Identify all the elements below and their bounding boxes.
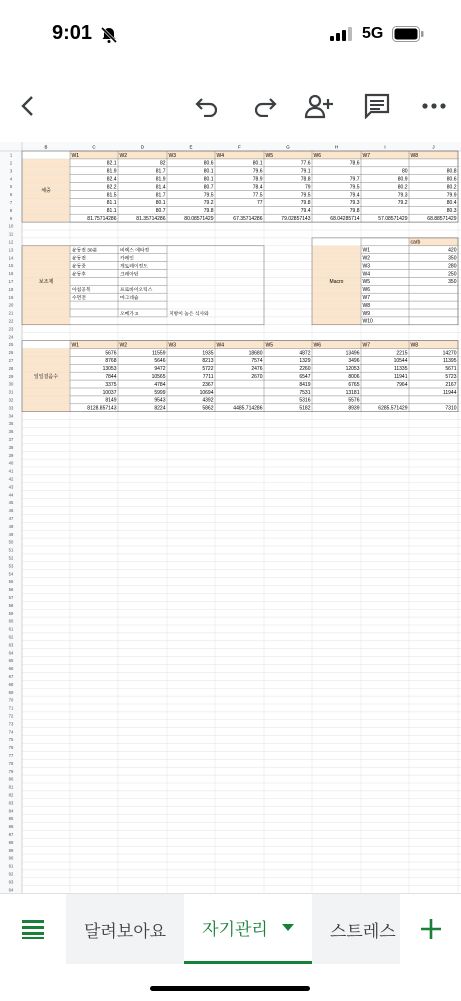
weight-cell: 82.1 — [106, 160, 117, 167]
steps-cell: 13053 — [102, 366, 117, 373]
steps-cell: 5182 — [299, 405, 311, 412]
row-number: 50 — [8, 539, 14, 545]
steps-cell: 7844 — [105, 374, 117, 380]
row-number: 44 — [8, 492, 14, 498]
weight-cell: 80.1 — [252, 160, 263, 167]
weight-cell: 79.3 — [349, 200, 360, 207]
caret-down-icon[interactable] — [282, 924, 294, 931]
supplement-cell: 운동중 — [72, 264, 86, 270]
row-number: 16 — [8, 271, 14, 277]
steps-cell: 2476 — [251, 366, 263, 373]
steps-cell: 3375 — [105, 381, 117, 388]
steps-cell: 6765 — [348, 381, 360, 388]
weight-week-header: W6 — [313, 152, 321, 159]
row-number: 5 — [9, 184, 13, 190]
column-header-bar — [0, 142, 461, 151]
row-number: 22 — [8, 318, 14, 324]
steps-week-header: W3 — [168, 342, 176, 349]
signal-icon — [330, 27, 352, 46]
steps-cell: 7574 — [251, 358, 263, 365]
weight-cell: 79.5 — [300, 192, 311, 199]
weight-cell: 79.2 — [203, 200, 214, 207]
weight-week-header: W1 — [71, 152, 79, 159]
macro-week-label: W10 — [362, 318, 373, 325]
row-number: 32 — [8, 397, 14, 403]
weight-cell: 79.2 — [397, 200, 408, 207]
row-number: 70 — [8, 697, 14, 703]
weight-cell: 80.1 — [155, 200, 166, 207]
row-number: 63 — [8, 642, 14, 648]
network-type: 5G — [362, 25, 384, 42]
steps-cell: 4392 — [202, 397, 214, 404]
weight-cell: 81.5 — [106, 192, 117, 199]
sheet-tabs-bar — [0, 893, 461, 1001]
weight-cell: 78.4 — [252, 184, 263, 191]
steps-cell: 5722 — [202, 366, 214, 373]
weight-cell: 79.4 — [349, 192, 360, 199]
weight-cell: 80.7 — [203, 184, 214, 191]
weight-cell: 79.9 — [446, 192, 457, 199]
row-number: 57 — [8, 595, 14, 600]
steps-cell: 12053 — [345, 366, 360, 373]
row-number: 87 — [8, 832, 14, 837]
row-number: 53 — [8, 563, 14, 569]
row-number: 69 — [8, 689, 14, 695]
row-number: 86 — [8, 824, 14, 830]
row-number: 26 — [8, 350, 14, 356]
weight-cell: 81.9 — [155, 176, 166, 183]
row-number: 64 — [8, 650, 14, 656]
steps-cell: 7531 — [299, 389, 311, 396]
row-number: 10 — [8, 223, 14, 229]
column-header: I — [384, 144, 386, 150]
weight-cell: 79.5 — [203, 192, 214, 199]
steps-cell: 3496 — [348, 358, 360, 365]
row-number: 42 — [8, 476, 14, 482]
row-number: 67 — [8, 674, 14, 679]
column-header: B — [44, 144, 48, 150]
row-number: 24 — [8, 334, 14, 340]
steps-cell: 10694 — [199, 389, 214, 396]
row-number: 72 — [8, 713, 14, 719]
weight-cell: 80 — [401, 168, 408, 175]
macro-week-label: W1 — [362, 247, 370, 254]
all-sheets-menu-icon[interactable] — [0, 894, 66, 964]
macro-week-label: W5 — [362, 279, 370, 286]
weight-cell: 81.4 — [155, 184, 166, 191]
weight-cell: 82.4 — [106, 176, 117, 183]
weight-cell: 80.6 — [446, 176, 457, 183]
tab-sheet-1[interactable] — [66, 894, 184, 964]
supplement-cell: 수면전 — [72, 296, 86, 301]
steps-cell: 11335 — [393, 366, 408, 373]
row-number: 94 — [8, 887, 14, 893]
row-number: 41 — [8, 468, 14, 474]
row-number: 58 — [8, 602, 14, 608]
steps-week-header: W8 — [410, 342, 418, 349]
row-number: 15 — [8, 263, 14, 269]
supplement-cell: 프로바이오틱스 — [120, 288, 153, 294]
more-icon[interactable] — [418, 90, 450, 122]
steps-week-header: W6 — [313, 342, 321, 349]
row-number: 25 — [8, 342, 14, 348]
steps-cell: 9472 — [154, 366, 166, 373]
macro-week-label: W2 — [362, 255, 370, 262]
steps-cell: 2167 — [445, 381, 457, 388]
steps-cell: 5676 — [105, 350, 117, 357]
supplement-section-label: 보조제 — [38, 279, 54, 286]
app-toolbar — [0, 70, 461, 142]
row-number: 4 — [9, 176, 13, 182]
row-number: 76 — [8, 745, 14, 751]
steps-cell: 9543 — [154, 397, 166, 404]
bell-muted-icon — [100, 26, 118, 49]
weight-cell: 79 — [304, 184, 311, 191]
add-person-icon[interactable] — [303, 90, 335, 122]
steps-cell: 5646 — [154, 358, 166, 365]
row-number: 61 — [8, 626, 14, 632]
tab-label: 스트레스 — [330, 921, 396, 941]
weight-week-header: W4 — [216, 152, 224, 159]
row-number: 1 — [9, 152, 13, 158]
weight-cell: 81.75714286 — [87, 216, 117, 222]
steps-cell: 1329 — [299, 358, 311, 365]
row-number: 46 — [8, 508, 14, 514]
steps-cell: 5316 — [299, 397, 311, 404]
steps-cell: 1935 — [202, 350, 214, 357]
weight-cell: 80.3 — [446, 208, 457, 215]
steps-week-header: W4 — [216, 342, 224, 349]
steps-cell: 8149 — [105, 397, 117, 404]
macro-carb-value: 420 — [448, 247, 457, 254]
weight-cell: 79.7 — [349, 176, 360, 183]
row-number: 19 — [8, 294, 14, 300]
macro-carb-header: carb — [410, 239, 421, 246]
row-number: 9 — [9, 215, 13, 221]
row-number: 81 — [8, 784, 14, 790]
weight-week-header: W5 — [265, 152, 273, 159]
undo-icon[interactable] — [192, 90, 224, 122]
steps-cell: 8768 — [105, 358, 117, 365]
row-number: 62 — [8, 634, 14, 640]
home-indicator — [150, 986, 310, 991]
row-number: 82 — [8, 792, 14, 798]
steps-cell: 6547 — [299, 374, 311, 380]
row-number: 23 — [8, 326, 14, 332]
row-number: 29 — [8, 373, 14, 379]
row-number: 49 — [8, 531, 14, 537]
row-number: 80 — [8, 776, 14, 782]
weight-cell: 79.3 — [397, 192, 408, 199]
weight-cell: 81.1 — [106, 208, 117, 215]
row-number: 56 — [8, 587, 14, 593]
row-number: 30 — [8, 381, 14, 387]
steps-cell: 4784 — [154, 381, 166, 388]
weight-cell: 81.7 — [155, 192, 166, 199]
steps-cell: 5671 — [445, 366, 457, 373]
steps-cell: 6285.571429 — [378, 405, 408, 412]
weight-cell: 77.6 — [300, 160, 311, 167]
row-number: 39 — [8, 452, 14, 458]
supplement-cell: 운동후 — [72, 272, 86, 278]
steps-cell: 2260 — [299, 366, 311, 373]
macro-week-label: W4 — [362, 271, 370, 278]
weight-cell: 77.5 — [252, 192, 263, 199]
weight-cell: 79.8 — [300, 200, 311, 207]
spreadsheet-grid[interactable] — [0, 142, 461, 893]
redo-icon[interactable] — [248, 90, 280, 122]
steps-cell: 5862 — [202, 405, 214, 412]
macro-week-label: W9 — [362, 310, 370, 317]
row-number: 40 — [8, 460, 14, 466]
weight-cell: 67.35714286 — [233, 216, 263, 222]
row-number: 36 — [8, 429, 14, 435]
steps-week-header: W5 — [265, 342, 273, 349]
weight-cell: 68.04285714 — [330, 216, 360, 222]
row-number: 55 — [8, 579, 14, 585]
row-number: 73 — [8, 721, 14, 727]
weight-cell: 78.8 — [300, 176, 311, 183]
row-number: 37 — [8, 437, 14, 442]
row-number: 68 — [8, 681, 14, 687]
row-number: 85 — [8, 816, 14, 822]
row-number: 89 — [8, 847, 14, 853]
tab-sheet-2-active[interactable] — [184, 894, 312, 964]
weight-cell: 80.1 — [203, 168, 214, 175]
weight-week-header: W3 — [168, 152, 176, 159]
weight-week-header: W2 — [119, 152, 127, 159]
row-number: 52 — [8, 555, 14, 561]
status-bar — [0, 0, 461, 70]
row-number: 54 — [8, 571, 14, 577]
weight-cell: 78.9 — [252, 176, 263, 183]
steps-cell: 13181 — [345, 389, 360, 396]
steps-cell: 10037 — [102, 389, 117, 396]
weight-cell: 80.6 — [203, 160, 214, 167]
weight-cell: 81.7 — [155, 168, 166, 175]
macro-carb-value: 250 — [448, 271, 457, 278]
steps-cell: 2367 — [202, 381, 214, 388]
row-number: 8 — [9, 207, 13, 213]
battery-icon — [392, 26, 424, 47]
column-header: H — [334, 144, 339, 150]
macro-week-label: W7 — [362, 295, 370, 301]
weight-cell: 79.4 — [300, 208, 311, 215]
column-header: C — [92, 144, 96, 150]
steps-cell: 5576 — [348, 397, 360, 404]
column-header: E — [189, 144, 193, 150]
weight-cell: 79.5 — [349, 184, 360, 191]
weight-cell: 79.1 — [300, 168, 311, 175]
supplement-cell: 오메가 3 — [120, 311, 138, 317]
row-number: 90 — [8, 855, 14, 861]
row-number: 93 — [8, 879, 14, 885]
steps-cell: 8939 — [348, 405, 360, 412]
row-number: 38 — [8, 444, 14, 450]
row-number: 43 — [8, 484, 14, 490]
row-number: 47 — [8, 516, 14, 521]
weight-week-header: W8 — [410, 152, 418, 159]
weight-section-label: 체중 — [41, 188, 51, 195]
row-number: 35 — [8, 421, 14, 427]
steps-cell: 2670 — [251, 374, 263, 380]
weight-cell: 79.8 — [349, 208, 360, 215]
steps-cell: 4485.714286 — [233, 405, 263, 412]
tab-label: 달려보아요 — [83, 921, 167, 941]
weight-cell: 80.9 — [397, 176, 408, 183]
supplement-cell: 운동전 30분 — [72, 248, 98, 254]
comment-icon[interactable] — [361, 90, 393, 122]
row-number: 27 — [8, 358, 14, 363]
steps-cell: 7964 — [396, 381, 408, 388]
supplement-cell: 카페인 — [120, 256, 134, 262]
steps-cell: 7310 — [445, 405, 457, 412]
steps-cell: 10544 — [393, 358, 408, 365]
row-number: 66 — [8, 666, 14, 672]
row-number: 6 — [9, 192, 13, 198]
steps-cell: 11395 — [442, 358, 457, 365]
steps-week-header: W2 — [119, 342, 127, 349]
weight-cell: 57.08571429 — [378, 216, 408, 222]
row-number: 84 — [8, 808, 14, 814]
weight-cell: 79.8 — [203, 208, 214, 215]
row-number: 51 — [8, 547, 14, 553]
column-header: J — [432, 144, 435, 150]
weight-cell: 80.1 — [203, 176, 214, 183]
steps-cell: 8128.857143 — [87, 405, 117, 412]
macro-section-label: Macro — [329, 279, 344, 286]
weight-cell: 77 — [256, 200, 263, 207]
steps-week-header: W7 — [362, 342, 370, 349]
steps-cell: 8213 — [202, 358, 214, 365]
supplement-cell: 게토레이정도 — [120, 264, 148, 270]
supplement-cell: 크레아틴 — [120, 272, 139, 278]
macro-week-label: W3 — [362, 263, 370, 270]
weight-cell: 81.9 — [106, 168, 117, 175]
column-header: G — [286, 144, 290, 150]
row-number: 59 — [8, 610, 14, 616]
weight-cell: 82.2 — [106, 184, 117, 191]
steps-cell: 4872 — [299, 350, 311, 357]
steps-cell: 14270 — [442, 350, 457, 357]
weight-cell: 82 — [159, 160, 166, 167]
steps-cell: 8224 — [154, 405, 166, 412]
macro-week-label: W6 — [362, 287, 370, 294]
macro-carb-value: 350 — [448, 279, 457, 286]
row-number: 60 — [8, 618, 14, 624]
steps-cell: 13496 — [345, 350, 360, 357]
row-number: 34 — [8, 413, 14, 419]
back-arrow-icon[interactable] — [12, 90, 44, 122]
steps-cell: 8419 — [299, 381, 311, 388]
weight-cell: 68.88571429 — [427, 216, 457, 222]
row-number: 12 — [8, 239, 14, 245]
row-number: 17 — [8, 279, 14, 284]
supplement-cell: 아침공복 — [72, 288, 91, 294]
weight-cell: 81.35714286 — [136, 216, 166, 222]
steps-cell: 11559 — [151, 350, 166, 357]
macro-carb-value: 280 — [448, 263, 457, 270]
row-number: 20 — [8, 302, 14, 308]
row-number: 18 — [8, 286, 14, 292]
tab-label: 자기관리 — [202, 920, 268, 939]
row-number: 2 — [9, 160, 13, 166]
row-number: 11 — [8, 231, 14, 237]
row-number: 13 — [8, 247, 14, 253]
weight-cell: 79.02857143 — [281, 216, 311, 222]
row-number: 33 — [8, 405, 14, 411]
weight-cell: 80.2 — [397, 184, 408, 191]
row-number: 77 — [8, 753, 14, 758]
steps-week-header: W1 — [71, 342, 79, 349]
weight-cell: 81.1 — [106, 200, 117, 207]
row-number: 88 — [8, 839, 14, 845]
steps-section-label: 일일걸음수 — [33, 374, 59, 380]
add-sheet-icon[interactable] — [400, 894, 461, 964]
row-number: 91 — [8, 863, 14, 869]
weight-cell: 80.8 — [446, 168, 457, 175]
tab-sheet-3[interactable] — [312, 894, 400, 964]
row-number: 7 — [9, 200, 13, 205]
row-number: 79 — [8, 768, 14, 774]
row-number: 21 — [8, 310, 14, 316]
row-number: 48 — [8, 523, 14, 529]
macro-week-label: W8 — [362, 302, 370, 309]
supplement-cell: 지방이 높은 식사와 — [169, 311, 209, 317]
steps-cell: 10565 — [151, 374, 166, 380]
weight-cell: 78.6 — [349, 160, 360, 167]
clock: 9:01 — [52, 22, 93, 44]
row-number: 65 — [8, 658, 14, 664]
steps-cell: 7711 — [202, 374, 214, 380]
row-number: 74 — [8, 729, 14, 735]
weight-week-header: W7 — [362, 152, 370, 159]
row-number: 3 — [9, 168, 13, 174]
column-header: F — [238, 144, 241, 150]
column-header: D — [140, 144, 145, 150]
steps-cell: 18680 — [248, 350, 263, 357]
row-number: 92 — [8, 871, 14, 877]
row-number: 75 — [8, 737, 14, 743]
steps-cell: 5999 — [154, 389, 166, 396]
steps-cell: 8006 — [348, 374, 360, 380]
row-number: 78 — [8, 760, 14, 766]
weight-cell: 80.08571429 — [184, 216, 214, 222]
row-number: 31 — [8, 389, 14, 395]
weight-cell: 80.4 — [446, 200, 457, 207]
supplement-cell: 운동전 — [72, 256, 86, 262]
steps-cell: 11941 — [393, 374, 408, 380]
row-number: 83 — [8, 800, 14, 806]
supplement-cell: 비렉스 에타정 — [120, 248, 150, 254]
steps-cell: 5723 — [445, 374, 457, 380]
row-number: 28 — [8, 365, 14, 371]
macro-carb-value: 350 — [448, 255, 457, 262]
supplement-cell: 마그네슘 — [120, 296, 139, 301]
steps-cell: 11944 — [442, 389, 457, 396]
weight-cell: 79.6 — [252, 168, 263, 175]
weight-cell: 80.7 — [155, 208, 166, 215]
row-number: 14 — [8, 255, 14, 261]
row-number: 71 — [8, 705, 14, 711]
row-number: 45 — [8, 500, 14, 506]
weight-cell: 80.2 — [446, 184, 457, 191]
steps-cell: 2215 — [396, 350, 408, 357]
